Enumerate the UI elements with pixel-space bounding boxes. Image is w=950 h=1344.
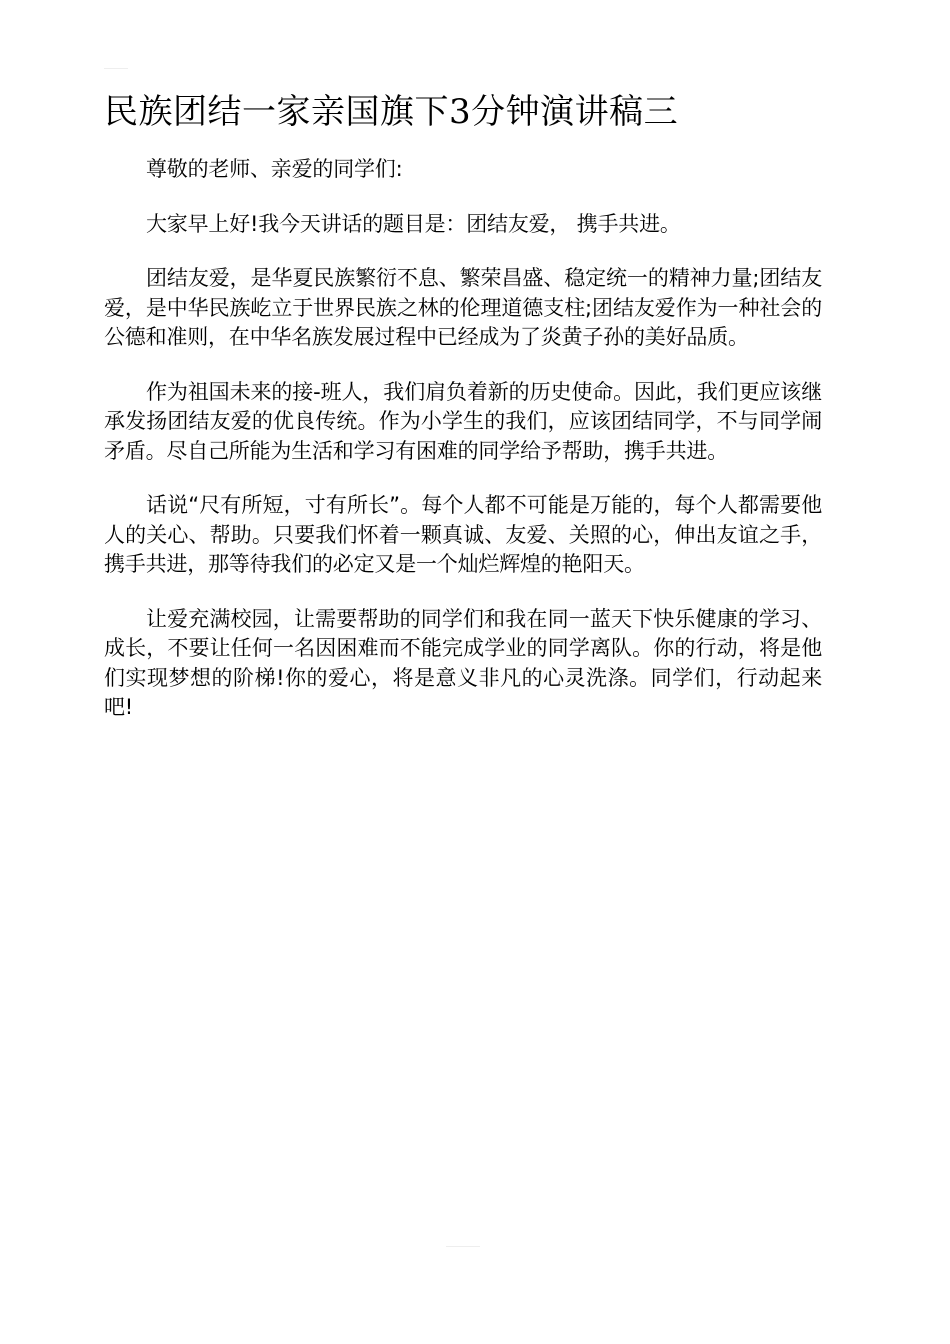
body-paragraph: 作为祖国未来的接-班人，我们肩负着新的历史使命。因此，我们更应该继承发扬团结友爱的优良传统。作为小学生的我们，应该团结同学，不与同学闹矛盾。尽自己所能为生活和学习有困难的同学给予帮助，携手共进。 xyxy=(104,379,822,463)
body-paragraph: 话说“尺有所短，寸有所长”。每个人都不可能是万能的，每个人都需要他人的关心、帮助。只要我们怀着一颗真诚、友爱、关照的心，伸出友谊之手，携手共进，那等待我们的必定又是一个灿烂辉煌的艳阳天。 xyxy=(104,493,822,576)
closing-paragraph: 让爱充满校园，让需要帮助的同学们和我在同一蓝天下快乐健康的学习、成长，不要让任何一名因困难而不能完成学业的同学离队。你的行动，将是他们实现梦想的阶梯!你的爱心，将是意义非凡的心灵洗涤。同学们，行动起来吧! xyxy=(104,606,822,719)
greeting-paragraph: 大家早上好!我今天讲话的题目是：团结友爱， 携手共进。 xyxy=(146,211,681,236)
document-body xyxy=(104,155,822,748)
body-paragraph: 团结友爱，是华夏民族繁衍不息、繁荣昌盛、稳定统一的精神力量;团结友爱，是中华民族屹立于世界民族之林的伦理道德支柱;团结友爱作为一种社会的公德和准则，在中华名族发展过程中已经成为了炎黄子孙的美好品质。 xyxy=(104,266,822,349)
document-title: 民族团结一家亲国旗下3分钟演讲稿三 xyxy=(104,92,679,132)
salutation: 尊敬的老师、亲爱的同学们: xyxy=(146,157,403,181)
page-footer-mark xyxy=(446,1246,480,1247)
page-header-mark xyxy=(104,68,128,69)
